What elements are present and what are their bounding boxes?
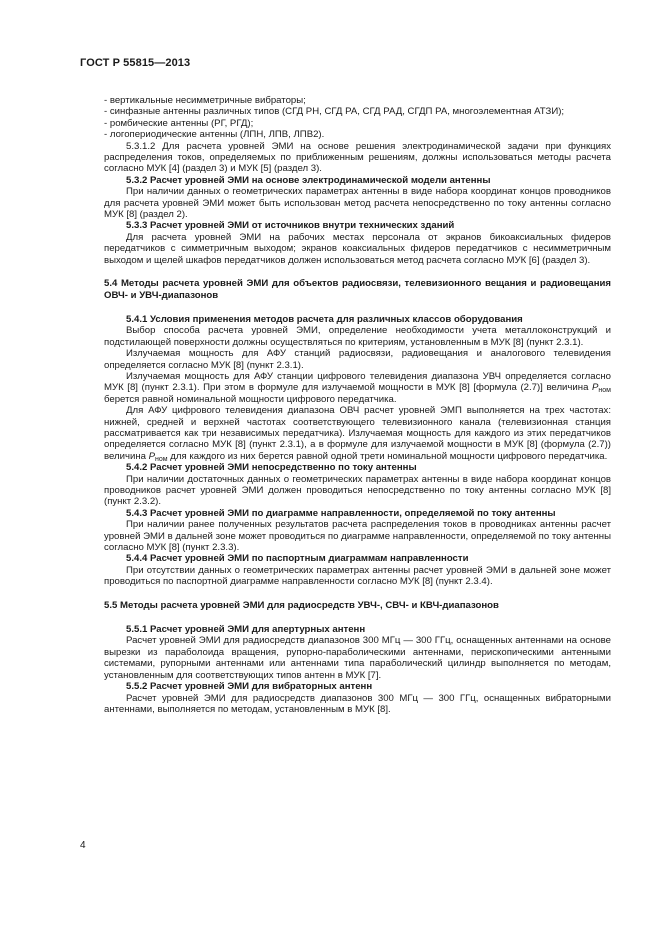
paragraph: Для расчета уровней ЭМИ на рабочих местах персонала от экранов бикоаксиальных фидеров передатчиков с симметричным выходом; экранов коаксиальных фидеров передатчиков с несимметричным выходом и щелей шкафов передатчиков должен использоваться метод расчета согласно МУК [6] (раздел 3). bbox=[104, 231, 611, 266]
list-item: - вертикальные несимметричные вибраторы; bbox=[104, 95, 306, 106]
heading-5-4-2: 5.4.2 Расчет уровней ЭМИ непосредственно по току антенны bbox=[126, 462, 417, 474]
paragraph: Расчет уровней ЭМИ для радиосредств диапазонов 300 МГц — 300 ГГц, оснащенных вибраторными антеннами, выполняется по методам, установленным в МУК [8]. bbox=[104, 692, 611, 715]
power-symbol: P bbox=[592, 382, 599, 394]
paragraph: Излучаемая мощность для АФУ станций радиосвязи, радиовещания и аналогового телевидения определяется согласно МУК [8] (пункт 2.3.1). bbox=[104, 348, 611, 371]
heading-5-3-3: 5.3.3 Расчет уровней ЭМИ от источников внутри технических зданий bbox=[126, 220, 455, 232]
paragraph: При наличии данных о геометрических параметрах антенны в виде набора координат концов проводников для расчета уровней ЭМИ может быть использован метод расчета непосредственно по току антенны согласно МУК [8] (раздел 2). bbox=[104, 186, 611, 221]
heading-5-5-1: 5.5.1 Расчет уровней ЭМИ для апертурных антенн bbox=[126, 624, 366, 636]
section-heading-5-4: 5.4 Методы расчета уровней ЭМИ для объектов радиосвязи, телевизионного вещания и радиовещания ОВЧ- и УВЧ-диапазонов bbox=[104, 278, 611, 301]
paragraph-digital-uhf bbox=[104, 371, 611, 405]
text-run: берется равной номинальной мощности цифрового передатчика. bbox=[104, 393, 397, 405]
nominal-subscript: ном bbox=[598, 387, 611, 395]
text-run: для каждого из них берется равной одной трети номинальной мощности цифрового передатчика. bbox=[167, 450, 608, 462]
page-number: 4 bbox=[80, 840, 86, 851]
list-item: - логопериодические антенны (ЛПН, ЛПВ, ЛПВ2). bbox=[104, 129, 325, 141]
heading-5-5-2: 5.5.2 Расчет уровней ЭМИ для вибраторных антенн bbox=[126, 681, 373, 693]
paragraph: Расчет уровней ЭМИ для радиосредств диапазонов 300 МГц — 300 ГГц, оснащенных антеннами на основе вырезки из параболоида вращения, рупорно-параболическими антеннами, перископическими антенными системами, рупорными антеннами или антеннами типа параболический цилиндр выполняется по методам, установленным для соответствующих типов антенн в МУК [7]. bbox=[104, 635, 611, 681]
paragraph: Выбор способа расчета уровней ЭМИ, определение необходимости учета металлоконструкций и подстилающей поверхности должны осуществляться по критериям, установленным в МУК [8] (пункт 2.3.1). bbox=[104, 325, 611, 348]
heading-5-4-4: 5.4.4 Расчет уровней ЭМИ по паспортным диаграммам направленности bbox=[126, 553, 469, 565]
text-run: Для АФУ цифрового телевидения диапазона ОВЧ расчет уровней ЭМП выполняется на трех частотах: нижней, средней и верхней частотах соответствующего телевизионного канала (телевизионная станция рассматривается как три независимых передатчика). Излучаемая мощность для каждого из этих передатчиков определяется согласно МУК [8] (пункт 2.3.1), а в формуле для излучаемой мощности в МУК [8] (формула (2.7)) величина bbox=[104, 405, 611, 462]
list-item: - ромбические антенны (РГ, РГД); bbox=[104, 117, 254, 129]
heading-5-3-2: 5.3.2 Расчет уровней ЭМИ на основе электродинамической модели антенны bbox=[126, 174, 491, 186]
power-symbol: P bbox=[148, 450, 156, 462]
heading-5-4-1: 5.4.1 Условия применения методов расчета для различных классов оборудования bbox=[126, 313, 523, 325]
paragraph-5-3-1-2: 5.3.1.2 Для расчета уровней ЭМИ на основе решения электродинамической задачи при функциях распределения токов, определяемых по приближенным решениям, должны использоваться методы расчета согласно МУК [4] (раздел 3) и МУК [5] (раздел 3). bbox=[104, 140, 611, 175]
text-run: Излучаемая мощность для АФУ станции цифрового телевидения диапазона УВЧ определяется согласно МУК [8] (пункт 2.3.1). При этом в формуле для излучаемой мощности в МУК [8] [формула (2.7)] величина bbox=[104, 370, 611, 394]
section-heading-5-5: 5.5 Методы расчета уровней ЭМИ для радиосредств УВЧ-, СВЧ- и КВЧ-диапазонов bbox=[104, 599, 499, 611]
list-item: - синфазные антенны различных типов (СГД РН, СГД РА, СГД РАД, СГДП РА, многоэлементная АТЗИ); bbox=[104, 106, 565, 118]
heading-5-4-3: 5.4.3 Расчет уровней ЭМИ по диаграмме направленности, определяемой по току антенны bbox=[126, 507, 556, 519]
document-body bbox=[104, 95, 611, 715]
nominal-subscript: ном bbox=[155, 455, 168, 463]
paragraph: При наличии достаточных данных о геометрических параметрах антенны в виде набора координат концов проводников расчет уровней ЭМИ должен проводиться непосредственно по току антенны согласно МУК [8] (пункт 2.3.2). bbox=[104, 473, 611, 508]
paragraph: При наличии ранее полученных результатов расчета распределения токов в проводниках антенны расчет уровней ЭМИ в дальней зоне может проводиться по диаграмме направленности, определяемой по току антенны согласно МУК [8] (пункт 2.3.3). bbox=[104, 519, 611, 554]
paragraph: При отсутствии данных о геометрических параметрах антенны расчет уровней ЭМИ в дальней зоне может проводиться по паспортной диаграмме направленности согласно МУК [8] (пункт 2.3.4). bbox=[104, 564, 611, 588]
document-header: ГОСТ Р 55815—2013 bbox=[80, 57, 191, 69]
paragraph-digital-vhf bbox=[104, 405, 611, 462]
